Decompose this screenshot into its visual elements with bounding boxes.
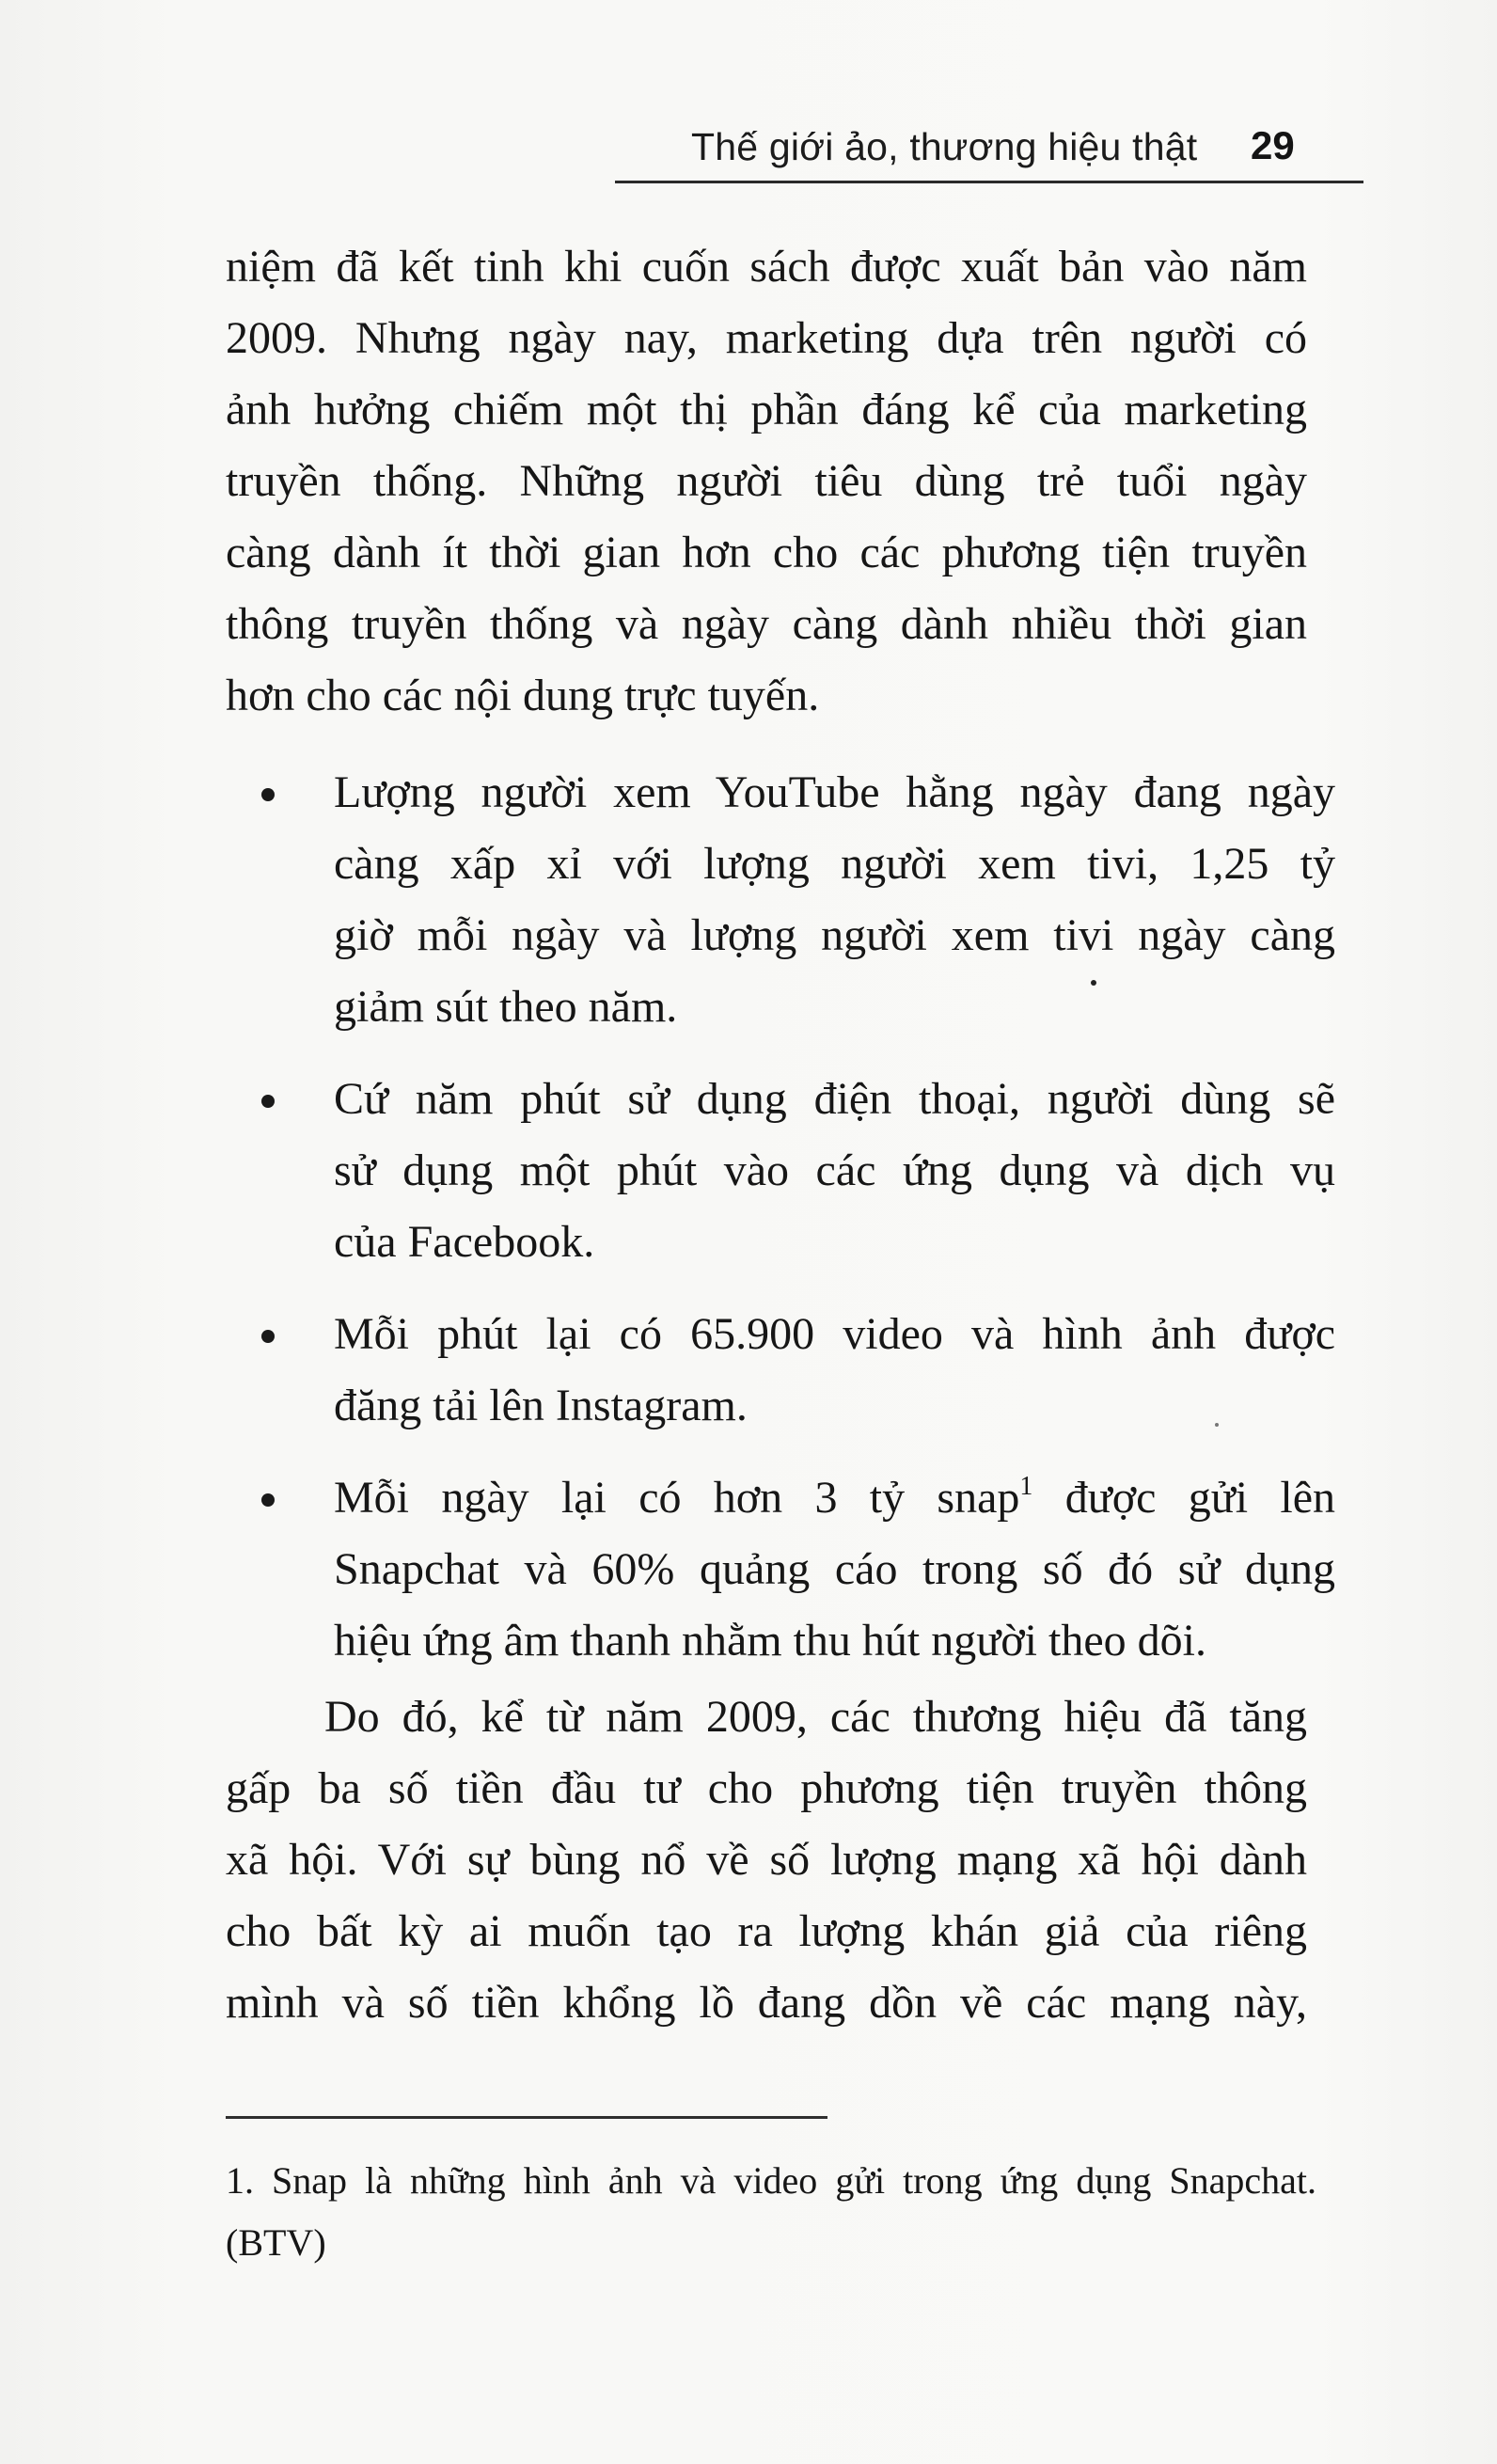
page-number: 29 xyxy=(1251,123,1295,167)
paragraph-line: hơn cho các nội dung trực tuyến. xyxy=(226,671,820,720)
footnote-line: (BTV) xyxy=(226,2221,326,2264)
paragraph-line: gấp ba số tiền đầu tư cho phương tiện truyền thông xyxy=(226,1763,1307,1813)
paragraph-line: 2009. Nhưng ngày nay, marketing dựa trên người có xyxy=(226,313,1307,363)
bullet-item-snapchat xyxy=(254,1462,1335,1677)
bullet-dot-icon xyxy=(261,1330,275,1343)
bullet-item-youtube xyxy=(254,757,1335,1043)
bullet-text: Mỗi ngày lại có hơn 3 tỷ snap xyxy=(334,1473,1020,1523)
paragraph-line: cho bất kỳ ai muốn tạo ra lượng khán giả của riêng xyxy=(226,1906,1307,1956)
paragraph-line: xã hội. Với sự bùng nổ về số lượng mạng xã hội dành xyxy=(226,1835,1307,1885)
ink-speck xyxy=(1091,980,1096,986)
bullet-line: giờ mỗi ngày và lượng người xem tivi ngày càng xyxy=(334,910,1335,960)
bullet-line: Mỗi phút lại có 65.900 video và hình ảnh được xyxy=(334,1309,1335,1359)
paragraph-line: thông truyền thống và ngày càng dành nhiều thời gian xyxy=(226,599,1307,649)
bullet-line: giảm sút theo năm. xyxy=(334,982,678,1032)
paragraph-line: mình và số tiền khổng lồ đang dồn về các mạng này, xyxy=(226,1978,1307,2028)
bullet-item-instagram xyxy=(254,1299,1335,1442)
intro-paragraph xyxy=(226,231,1307,732)
bullet-line: Snapchat và 60% quảng cáo trong số đó sử dụng xyxy=(334,1544,1335,1594)
paragraph-line: Do đó, kể từ năm 2009, các thương hiệu đã tăng xyxy=(324,1692,1307,1742)
bullet-line: của Facebook. xyxy=(334,1217,595,1267)
paragraph-line: càng dành ít thời gian hơn cho các phương tiện truyền xyxy=(226,528,1307,577)
footnote-rule xyxy=(226,2116,827,2119)
bullet-line: đăng tải lên Instagram. xyxy=(334,1381,748,1430)
bullet-line: Lượng người xem YouTube hằng ngày đang ngày xyxy=(334,767,1335,817)
footnote-line: 1. Snap là những hình ảnh và video gửi trong ứng dụng Snapchat. xyxy=(226,2159,1316,2202)
running-header-title: Thế giới ảo, thương hiệu thật xyxy=(691,125,1198,168)
header-rule xyxy=(615,181,1363,183)
bullet-line: Cứ năm phút sử dụng điện thoại, người dùng sẽ xyxy=(334,1074,1335,1124)
bullet-list xyxy=(254,757,1335,1698)
bullet-text: được gửi lên xyxy=(1032,1473,1335,1523)
footnote-marker: 1 xyxy=(1019,1472,1033,1501)
bullet-line: càng xấp xỉ với lượng người xem tivi, 1,25 tỷ xyxy=(334,839,1335,889)
paragraph-line: ảnh hưởng chiếm một thị phần đáng kể của marketing xyxy=(226,385,1307,434)
ink-speck xyxy=(1215,1423,1219,1427)
bullet-item-facebook xyxy=(254,1064,1335,1278)
paragraph-line: truyền thống. Những người tiêu dùng trẻ tuổi ngày xyxy=(226,456,1307,506)
bullet-dot-icon xyxy=(261,1095,275,1108)
bullet-line: hiệu ứng âm thanh nhằm thu hút người theo dõi. xyxy=(334,1616,1206,1666)
running-header xyxy=(611,118,1363,183)
paragraph-line: niệm đã kết tinh khi cuốn sách được xuất bản vào năm xyxy=(226,242,1307,292)
footnote xyxy=(226,2150,1316,2274)
bullet-dot-icon xyxy=(261,1493,275,1507)
bullet-line xyxy=(334,1462,1335,1534)
bullet-line: sử dụng một phút vào các ứng dụng và dịch vụ xyxy=(334,1145,1335,1195)
closing-paragraph xyxy=(226,1682,1307,2039)
bullet-dot-icon xyxy=(261,788,275,801)
